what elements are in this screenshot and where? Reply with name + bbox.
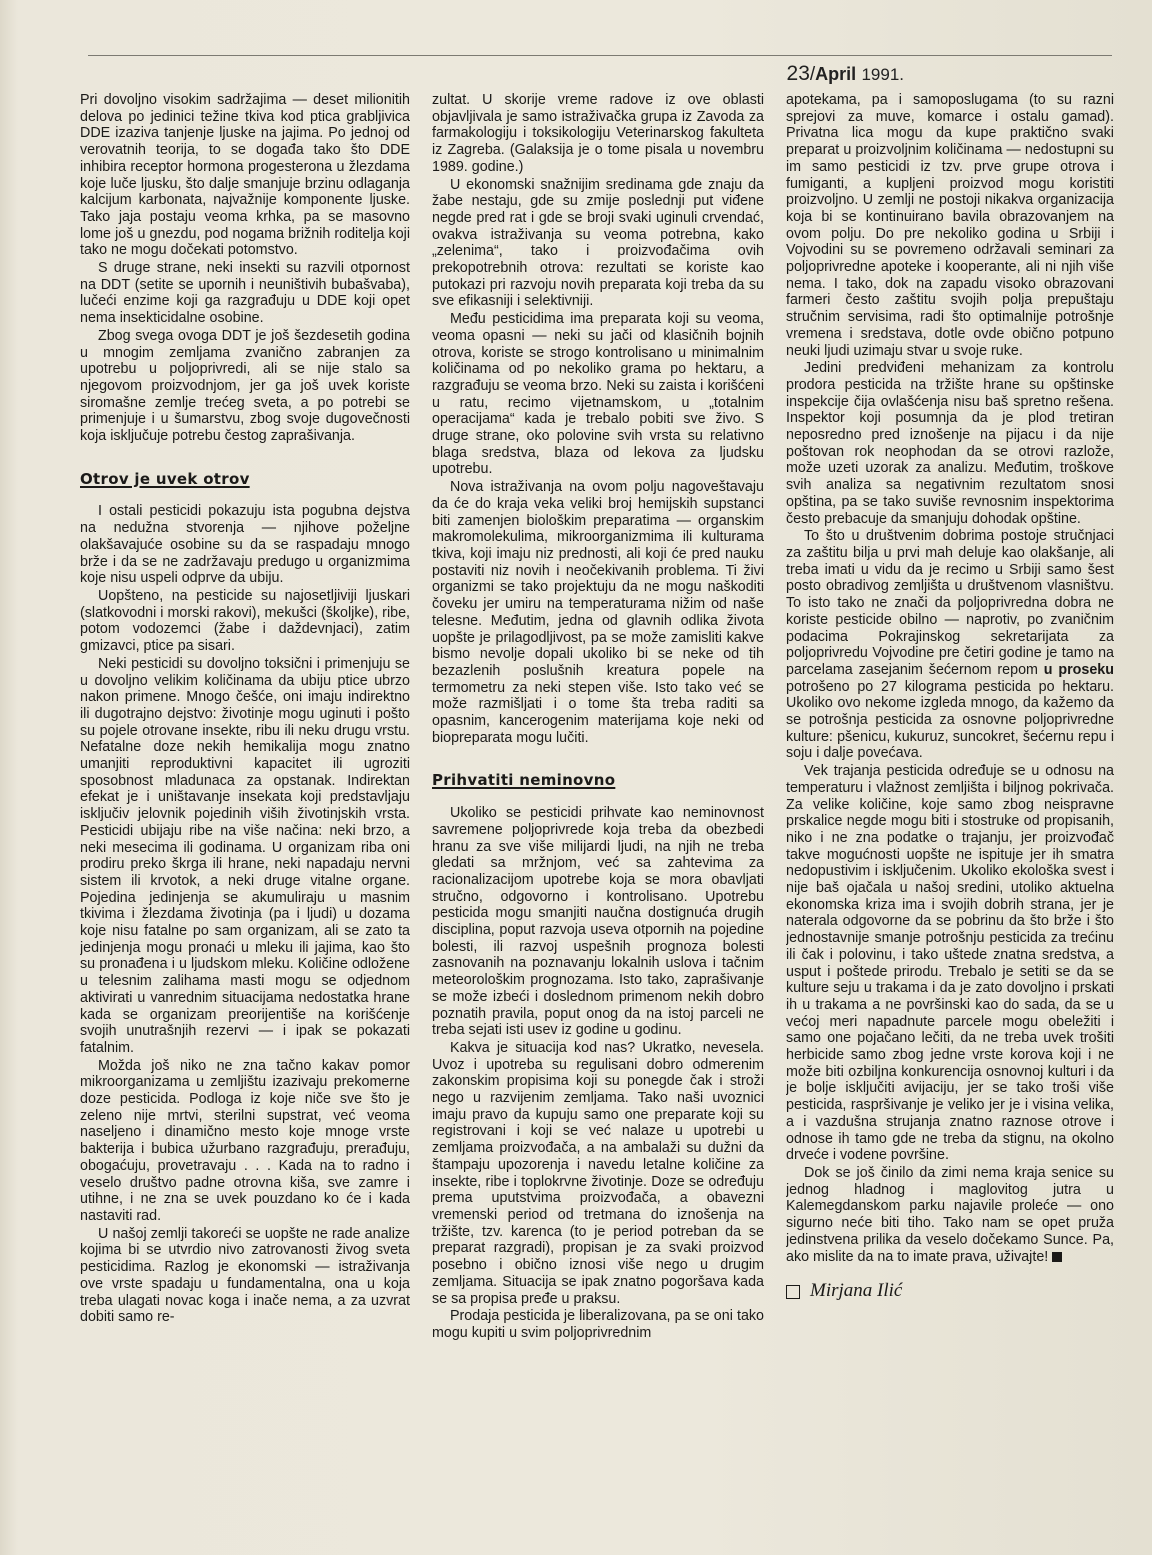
paragraph: Među pesticidima ima preparata koji su veoma, veoma opasni — neki su jači od klasičnih bojnih otrova, koriste se strogo kontrolisano u minimalnim količinama od po nekoliko grama po hektaru, a razgrađuju se veoma brzo. Neki su zaista i korišćeni u ratu, recimo vijetnamskom, u „totalnim operacijama“ kada je trebalo pobiti sve živo. S druge strane, oko polovine svih vrsta su relativno blaga sredstva, blaza od lekova za ljudsku upotrebu. — [432, 311, 764, 478]
paragraph-text: potrošeno po 27 kilograma pesticida po hektaru. Ukoliko ovo nekome izgleda mnogo, da kažemo da se potrošnja pesticida za osnovne poljoprivredne kulture: pšenicu, kukuruz, suncokret, šećernu repu i soju i dalje povećava. — [786, 678, 1114, 762]
paragraph: Jedini predviđeni mehanizam za kontrolu prodora pesticida na tržište hrane su opštinske inspekcije čija ovlašćenja nisu baš spretno rešena. Inspektor koji posumnja da je plod tretiran neposredno pred iznošenje na pijacu i da nije poštovan rok neophodan da se otrovi razlože, može uzeti uzorak za analizu. Međutim, troškove svih analiza sa negativnim rezultatom snosi opština, pa se tako suviše revnosnim inspektorima često prebacuje da smanjuju dohodak opštine. — [786, 360, 1114, 527]
folio-separator: / — [809, 64, 816, 85]
paragraph-text: Dok se još činilo da zimi nema kraja senice su jednog hladnog i maglovitog jutra u Kalemegdanskom parku najavile proleće — ono sigurno neće biti tiho. Tako nam se opet pruža jedinstvena prilika da veselo dočekamo Sunce. Pa, ako mislite da na to imate prava, uživajte! — [786, 1165, 1114, 1265]
paragraph: Prodaja pesticida je liberalizovana, pa se oni tako mogu kupiti u svim poljoprivrednim — [432, 1308, 764, 1341]
author-name: Mirjana Ilić — [810, 1280, 903, 1302]
paragraph — [786, 528, 1114, 762]
paragraph: Vek trajanja pesticida određuje se u odnosu na temperaturu i vlažnost zemljišta i biljnog pokrivača. Za velike količine, koje samo zbog neispravne prskalice negde mogu biti i stostruke od propisanih, niko i ne zna podatke o trajanju, jer proizvođač takve mogućnosti uopšte ne ispituje jer ih smatra nedopustivim i isključenim. Ukoliko ekološka svest i nije baš ojačala u našoj sredini, utoliko aktuelna ekonomska kriza ima i svojih dobrih strana, jer je naterala odgovorne da se pobrinu da što brže i što jednostavnije smanje potrošnju pesticida za trećinu ili čak i polovinu, i tako uštede znatna sredstva, a usput i poštede prirodu. Trebalo je setiti se da se kulture seju u trakama i da je zato dovoljno i prskati ih u trakama a ne površinski kao do sada, da se u većoj meri napadnute parcele mogu obeležiti i samo one pojačano lečiti, da ne treba uvek trošiti herbicide samo zbog jedne vrste korova koji i ne može biti ozbiljna konkurencija osnovnoj kulturi i da je bolje isključiti avijaciju, jer se tako troši više pesticida, raspršivanje je veliko jer je i visina velika, a i vazdušna strujanja znatno raznose otrove i odnose ih tamo gde ne treba da stignu, na okolno drveće i vodene površine. — [786, 763, 1114, 1164]
paragraph: I ostali pesticidi pokazuju ista pogubna dejstva na nedužna stvorenja — njihove poželjne olakšavajuće osobine su da se raspadaju mnogo brže i da se ne zadržavaju predugo u organizmima koje nisu uspeli odprve da ubiju. — [80, 503, 410, 587]
issue-month: April — [815, 64, 857, 84]
paragraph: Nova istraživanja na ovom polju nagoveštavaju da će do kraja veka veliki broj hemijskih supstanci biti zamenjen biološkim preparatima — organskim makromolekulima, mikroorganizmima ili kulturama tkiva, koji imaju niz prednosti, ali koji će pred nauku postaviti niz novih i neočekivanih problema. Ti živi organizmi se tako projektuju da ne mogu naškoditi čoveku jer umiru na temperaturama nižim od naše telesne. Međutim, jedna od glavnih odlika života uopšte je prilagodljivost, pa se može zamisliti kakve bismo nevolje dopali ukoliko bi se neke od tih bezazlenih poslušnih kreatura popele na termometru za neki stepen više. Isto tako već se može razmišljati i o tome šta treba raditi sa opasnim, kancerogenim materijama koje neki od biopreparata mogu lučiti. — [432, 479, 764, 746]
subheading: Prihvatiti neminovno — [432, 771, 616, 790]
byline-box-icon — [786, 1285, 800, 1299]
paragraph: Zbog svega ovoga DDT je još šezdesetih godina u mnogim zemljama zvanično zabranjen za upotrebu u poljoprivredi, ali se nije stalo sa njegovom proizvodnjom, jer ga još uvek koriste siromašne zemlje trećeg sveta, a po potrebi se primenjuje i u šumarstvu, zbog svoje dugovečnosti koja isključuje potrebu čestog zaprašivanja. — [80, 327, 410, 445]
paragraph-text: To što u društvenim dobrima postoje stručnjaci za zaštitu bilja u prvi mah deluje kao olakšanje, ali treba imati u vidu da je recimo u Srbiji samo šest posto obradivog zemljišta u društvenom vlasništvu. To isto tako ne znači da poljoprivredna dobra ne koriste pesticide obilno — naprotiv, po zvaničnim podacima Pokrajinskog sekretarijata za poljoprivredu Vojvodine pre četiri godine je tamo na parcelama zasejanim šećernom repom — [786, 528, 1114, 678]
closing-paragraph — [786, 1165, 1114, 1265]
issue-year: 1991. — [861, 65, 904, 84]
paragraph: Neki pesticidi su dovoljno toksični i primenjuju se u dovoljno velikim količinama da ubiju ptice ubrzo nakon primene. Mnogo češće, oni imaju indirektno ili dugotrajno dejstvo: životinje mogu uginuti i pošto su pojele otrovane insekte, ribu ili neku drugu vrstu. Nefatalne doze nekih hemikalija mogu znatno umanjiti reproduktivni kapacitet ili ugroziti sposobnost mladunaca za opstanak. Indirektan efekat je i uništavanje insekata koji predstavljaju isključiv jelovnik pojedinih viših životinjskih vrsta. Pesticidi ubijaju ribe na više načina: neki brzo, a neki mesecima ili godinama. U organizam riba oni prodiru preko škrga ili hrane, neki napadaju nervni sistem ili krvotok, a neki druge vitalne organe. Pojedina jedinjenja se akumuliraju u masnim tkivima i žlezdama životinja (pa i ljudi) u dozama koje nisu fatalne po sam organizam, ali se zato ta jedinjenja mogu pronaći u mleku ili jajima, kao što su pronađena i u ljudskom mleku. Količine odložene u telesnim zalihama masti mogu se odjednom aktivirati u vanrednim situacijama nedostatka hrane kada se organizam preorijentiše na korišćenje svojih unutrašnjih rezervi — i ipak se pokazati fatalnim. — [80, 655, 410, 1056]
header-rule — [88, 55, 1112, 56]
paragraph: U ekonomski snažnijim sredinama gde znaju da žabe nestaju, gde su zmije poslednji put viđene negde pred rat i gde se broji svaki uginuli crvendać, ovakva istraživanja su veoma potrebna, kako „zelenima“, tako i proizvođačima ovih prekopotrebnih otrova: rezultati se koriste kao putokazi pri razvoju novih preparata koji treba da su sve efikasniji i selektivniji. — [432, 176, 764, 310]
article-column-1 — [80, 92, 410, 1533]
paragraph: U našoj zemlji takoreći se uopšte ne rade analize kojima bi se utvrdio nivo zatrovanosti živog sveta pesticidima. Razlog je ekonomski — istraživanja ove vrste spadaju u fundamentalna, ona u koja treba ulagati novac koga i inače nema, a za uzvrat dobiti samo re- — [80, 1225, 410, 1326]
article-column-2 — [432, 92, 764, 1533]
paragraph: S druge strane, neki insekti su razvili otpornost na DDT (setite se upornih i neuništivih bubašvaba), lučeći enzime koji ga razgrađuju u DDE koji opet nema insekticidalne osobine. — [80, 260, 410, 327]
paragraph: Kakva je situacija kod nas? Ukratko, nevesela. Uvoz i upotreba su regulisani dobro odmerenim zakonskim propisima koji su ponegde čak i stroži nego u razvijenim zemljama. Tako naši uvoznici imaju pravo da kupuju samo one preparate koji su registrovani i koji se već nalaze u upotrebi u zemljama proizvođača, a na ambalaži su dužni da štampaju upozorenja i navedu letalne količine za insekte, ribe i toplokrvne životinje. Doze se određuju prema uputstvima proizvođača, a obavezni vremenski period od tretmana do iznošenja na tržište, tzv. karenca (to je period potreban da se preparat razgradi), propisan je za svaki proizvod posebno i obično iznosi više nego u drugim zemljama. Situacija se ipak znatno pogoršava kada se sa propisa pređe u praksu. — [432, 1039, 764, 1307]
page-folio — [787, 62, 904, 86]
paragraph: Ukoliko se pesticidi prihvate kao neminovnost savremene poljoprivrede koja treba da obezbedi hranu za sve više milijardi ljudi, na njih ne treba gledati sa mržnjom, već sa zahtevima za racionalizacijom upotrebe koja se mora obavljati stručno, odgovorno i kontrolisano. Upotrebu pesticida mogu smanjiti naučna dostignuća drugih disciplina, poput razvoja useva otpornih na pojedine bolesti, ili razvoj uspešnih prognoza bolesti zasnovanih na poznavanju lokalnih uslova i tačnim meteorološkim prognozama. Isto tako, zaprašivanje se može izbeći i doslednom primenom nekih dobro poznatih pravila, poput onog da na istoj parceli ne treba sejati isti usev iz godine u godinu. — [432, 805, 764, 1039]
paragraph: Pri dovoljno visokim sadržajima — deset milionitih delova po jedinici težine tkiva kod ptica grabljivica DDE izaziva tanjenje ljuske na jajima. Po jednoj od verovatnih teorija, to se događa tako što DDE inhibira receptor hormona progesterona u žlezdama koje luče ljusku, što dalje smanjuje brzinu odlaganja kalcijum karbonata, najvažnije komponente ljuske. Tako jaja postaju veoma krhka, pa se masovno lome još u gnezdu, pod nogama brižnih roditelja koji tako ne mogu dočekati potomstvo. — [80, 92, 410, 259]
end-mark-icon — [1052, 1252, 1062, 1262]
paragraph: Možda još niko ne zna tačno kakav pomor mikroorganizama u zemljištu izazivaju prekomerne doze pesticida. Podloga iz koje niče sve što je zeleno nije mrtvi, sterilni supstrat, već veoma naseljeno i dinamično mesto koje mnoge vrste bakterija i bubica užurbano razgrađuju, prerađuju, obogaćuju, provetravaju . . . Kada na to radno i veselo društvo padne otrovna kiša, sve zamre i utihne, i ne zna se uvek pouzdano ko će i kada nastaviti rad. — [80, 1057, 410, 1224]
subheading: Otrov je uvek otrov — [80, 469, 250, 488]
paragraph: zultat. U skorije vreme radove iz ove oblasti objavljivala je samo istraživačka grupa iz Zavoda za farmakologiju i toksikologiju Veterinarskog fakulteta iz Zagreba. (Galaksija je o tome pisala u novembru 1989. godine.) — [432, 92, 764, 175]
article-column-3 — [786, 92, 1114, 1533]
page-number: 23 — [786, 62, 810, 85]
author-byline — [786, 1280, 1114, 1302]
emphasis-text: u proseku — [1043, 661, 1114, 678]
paragraph: Uopšteno, na pesticide su najosetljiviji ljuskari (slatkovodni i morski rakovi), mekušci (školjke), ribe, potom vodozemci (žabe i daždevnjaci), zatim gmizavci, ptice pa sisari. — [80, 587, 410, 655]
paragraph: apotekama, pa i samoposlugama (to su razni sprejovi za muve, komarce i ostalu gamad). Privatna lica mogu da kupe praktično svaki preparat u proizvoljnim količinama — nedostupni su im samo pesticidi iz tzv. prve grupe otrova i fumiganti, a kupljeni proizvod mogu koristiti proizvoljno. U zemlji ne postoji nikakva organizacija koja bi se kontinuirano bavila obrazovanjem na ovom polju. Do pre nekoliko godina u Srbiji i Vojvodini su se povremeno održavali seminari za poljoprivredne apoteke i kooperante, ali ni njih više nema. I tako, dok na zapadu visoko obrazovani farmeri često zaštitu svojih polja prepuštaju stručnim servisima, radi što optimalnije potrošnje vremena i sredstava, dotle ovde obično potpuno neuki ljudi uzimaju stvar u svoje ruke. — [786, 92, 1114, 359]
